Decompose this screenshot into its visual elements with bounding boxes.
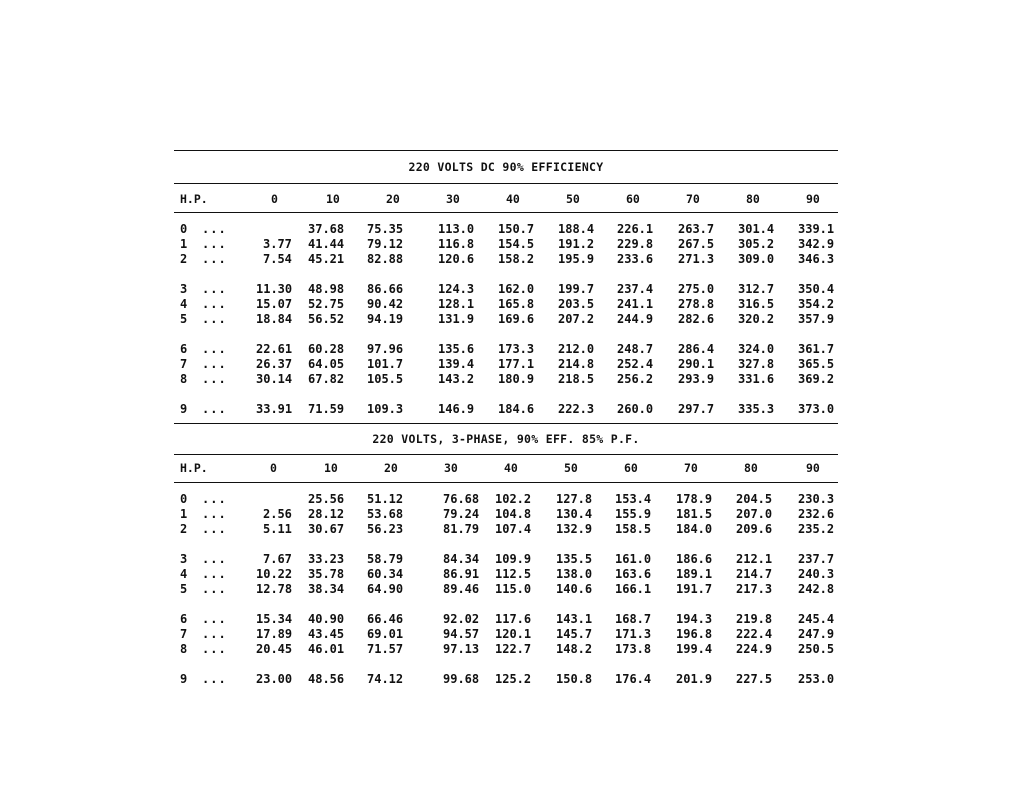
table-cell: 346.3 xyxy=(798,252,835,266)
table-cell: 199.7 xyxy=(558,282,595,296)
table-cell: 229.8 xyxy=(617,237,654,251)
table-cell: 271.3 xyxy=(678,252,715,266)
table-header xyxy=(174,192,838,206)
table-cell: 158.5 xyxy=(615,522,652,536)
table-cell: 173.8 xyxy=(615,642,652,656)
table-cell: 2.56 xyxy=(263,507,292,521)
table-row xyxy=(174,297,838,311)
table-cell: 350.4 xyxy=(798,282,835,296)
table-cell: 46.01 xyxy=(308,642,345,656)
table-cell: 113.0 xyxy=(438,222,475,236)
table-cell: 176.4 xyxy=(615,672,652,686)
table-cell: 104.8 xyxy=(495,507,532,521)
table-cell: 116.8 xyxy=(438,237,475,251)
table-cell: 139.4 xyxy=(438,357,475,371)
table-cell: 275.0 xyxy=(678,282,715,296)
table-cell: 290.1 xyxy=(678,357,715,371)
table-cell: 165.8 xyxy=(498,297,535,311)
table-cell: 18.84 xyxy=(256,312,293,326)
header-cell: 50 xyxy=(566,192,580,206)
header-cell: 30 xyxy=(444,461,458,475)
header-cell: 60 xyxy=(626,192,640,206)
hp-label: 3 xyxy=(180,552,188,566)
table-cell: 312.7 xyxy=(738,282,775,296)
table-row xyxy=(174,507,838,521)
table-cell: 74.12 xyxy=(367,672,404,686)
table-cell: 342.9 xyxy=(798,237,835,251)
table-cell: 188.4 xyxy=(558,222,595,236)
header-cell: 70 xyxy=(686,192,700,206)
hp-label: 0 xyxy=(180,222,188,236)
table-cell: 163.6 xyxy=(615,567,652,581)
table-cell: 53.68 xyxy=(367,507,404,521)
table-cell: 293.9 xyxy=(678,372,715,386)
hp-label: 1 xyxy=(180,507,188,521)
table-cell: 207.2 xyxy=(558,312,595,326)
table-cell: 154.5 xyxy=(498,237,535,251)
table-cell: 5.11 xyxy=(263,522,292,536)
table-cell: 122.7 xyxy=(495,642,532,656)
table-cell: 166.1 xyxy=(615,582,652,596)
table-cell: 30.67 xyxy=(308,522,345,536)
table-cell: 140.6 xyxy=(556,582,593,596)
hp-label: 4 xyxy=(180,567,188,581)
table-cell: 324.0 xyxy=(738,342,775,356)
table-cell: 20.45 xyxy=(256,642,293,656)
table-cell: 191.7 xyxy=(676,582,713,596)
table-cell: 189.1 xyxy=(676,567,713,581)
table-cell: 48.98 xyxy=(308,282,345,296)
table-cell: 267.5 xyxy=(678,237,715,251)
table-cell: 117.6 xyxy=(495,612,532,626)
table-cell: 169.6 xyxy=(498,312,535,326)
table-cell: 173.3 xyxy=(498,342,535,356)
table-cell: 369.2 xyxy=(798,372,835,386)
leader-dots: ... xyxy=(202,222,227,236)
table-cell: 64.90 xyxy=(367,582,404,596)
table-row xyxy=(174,372,838,386)
hp-label: 9 xyxy=(180,402,188,416)
table-cell: 89.46 xyxy=(443,582,480,596)
table-cell: 150.7 xyxy=(498,222,535,236)
table-cell: 224.9 xyxy=(736,642,773,656)
table-cell: 67.82 xyxy=(308,372,345,386)
leader-dots: ... xyxy=(202,297,227,311)
hp-label: 7 xyxy=(180,357,188,371)
table-row xyxy=(174,567,838,581)
table-cell: 3.77 xyxy=(263,237,292,251)
table-row xyxy=(174,222,838,236)
hp-label: 9 xyxy=(180,672,188,686)
table-cell: 15.07 xyxy=(256,297,293,311)
table-cell: 81.79 xyxy=(443,522,480,536)
table-cell: 235.2 xyxy=(798,522,835,536)
table-cell: 153.4 xyxy=(615,492,652,506)
table-cell: 237.4 xyxy=(617,282,654,296)
table-cell: 335.3 xyxy=(738,402,775,416)
table-cell: 135.5 xyxy=(556,552,593,566)
table-cell: 226.1 xyxy=(617,222,654,236)
hp-label: 6 xyxy=(180,342,188,356)
rule xyxy=(174,212,838,213)
table-cell: 357.9 xyxy=(798,312,835,326)
leader-dots: ... xyxy=(202,342,227,356)
table-cell: 181.5 xyxy=(676,507,713,521)
table-cell: 260.0 xyxy=(617,402,654,416)
table-cell: 94.57 xyxy=(443,627,480,641)
table-cell: 196.8 xyxy=(676,627,713,641)
leader-dots: ... xyxy=(202,627,227,641)
table-cell: 191.2 xyxy=(558,237,595,251)
table-cell: 361.7 xyxy=(798,342,835,356)
table-cell: 212.0 xyxy=(558,342,595,356)
table-cell: 233.6 xyxy=(617,252,654,266)
table-row xyxy=(174,492,838,506)
leader-dots: ... xyxy=(202,567,227,581)
table-cell: 10.22 xyxy=(256,567,293,581)
table-cell: 186.6 xyxy=(676,552,713,566)
table-cell: 75.35 xyxy=(367,222,404,236)
table-cell: 12.78 xyxy=(256,582,293,596)
table-cell: 148.2 xyxy=(556,642,593,656)
table-cell: 79.12 xyxy=(367,237,404,251)
header-cell: 10 xyxy=(324,461,338,475)
hp-label: 5 xyxy=(180,312,188,326)
table-cell: 203.5 xyxy=(558,297,595,311)
table-cell: 222.3 xyxy=(558,402,595,416)
hp-label: 8 xyxy=(180,642,188,656)
table-cell: 316.5 xyxy=(738,297,775,311)
table-cell: 45.21 xyxy=(308,252,345,266)
table-cell: 25.56 xyxy=(308,492,345,506)
table-row xyxy=(174,627,838,641)
rule-top xyxy=(174,150,838,151)
table-cell: 90.42 xyxy=(367,297,404,311)
leader-dots: ... xyxy=(202,357,227,371)
table-cell: 248.7 xyxy=(617,342,654,356)
table-cell: 86.91 xyxy=(443,567,480,581)
table-cell: 105.5 xyxy=(367,372,404,386)
hp-label: 7 xyxy=(180,627,188,641)
table-cell: 286.4 xyxy=(678,342,715,356)
table-row xyxy=(174,237,838,251)
table-cell: 278.8 xyxy=(678,297,715,311)
table-cell: 230.3 xyxy=(798,492,835,506)
hp-label: 5 xyxy=(180,582,188,596)
table-row xyxy=(174,582,838,596)
table-cell: 112.5 xyxy=(495,567,532,581)
table-row xyxy=(174,252,838,266)
hp-label: 0 xyxy=(180,492,188,506)
table-cell: 256.2 xyxy=(617,372,654,386)
table-cell: 23.00 xyxy=(256,672,293,686)
header-cell: 30 xyxy=(446,192,460,206)
table-cell: 26.37 xyxy=(256,357,293,371)
table-cell: 120.6 xyxy=(438,252,475,266)
table-cell: 132.9 xyxy=(556,522,593,536)
leader-dots: ... xyxy=(202,582,227,596)
table-cell: 227.5 xyxy=(736,672,773,686)
header-cell: 0 xyxy=(271,192,278,206)
table-cell: 48.56 xyxy=(308,672,345,686)
leader-dots: ... xyxy=(202,237,227,251)
table-cell: 214.7 xyxy=(736,567,773,581)
table-cell: 222.4 xyxy=(736,627,773,641)
rule xyxy=(174,454,838,455)
table-cell: 66.46 xyxy=(367,612,404,626)
table-cell: 242.8 xyxy=(798,582,835,596)
table-cell: 22.61 xyxy=(256,342,293,356)
table-cell: 331.6 xyxy=(738,372,775,386)
table-cell: 56.52 xyxy=(308,312,345,326)
table-cell: 199.4 xyxy=(676,642,713,656)
table-cell: 263.7 xyxy=(678,222,715,236)
table-cell: 145.7 xyxy=(556,627,593,641)
table-row xyxy=(174,282,838,296)
table-cell: 97.96 xyxy=(367,342,404,356)
table-cell: 64.05 xyxy=(308,357,345,371)
leader-dots: ... xyxy=(202,402,227,416)
leader-dots: ... xyxy=(202,312,227,326)
table-cell: 127.8 xyxy=(556,492,593,506)
table-cell: 120.1 xyxy=(495,627,532,641)
table-cell: 101.7 xyxy=(367,357,404,371)
table-cell: 38.34 xyxy=(308,582,345,596)
table-cell: 201.9 xyxy=(676,672,713,686)
leader-dots: ... xyxy=(202,252,227,266)
table-cell: 11.30 xyxy=(256,282,293,296)
table-cell: 305.2 xyxy=(738,237,775,251)
header-cell: 80 xyxy=(744,461,758,475)
header-cell: 60 xyxy=(624,461,638,475)
leader-dots: ... xyxy=(202,522,227,536)
table-cell: 354.2 xyxy=(798,297,835,311)
header-cell: 10 xyxy=(326,192,340,206)
table-cell: 33.23 xyxy=(308,552,345,566)
table-cell: 92.02 xyxy=(443,612,480,626)
table-cell: 71.59 xyxy=(308,402,345,416)
table-cell: 35.78 xyxy=(308,567,345,581)
header-cell: 0 xyxy=(270,461,277,475)
table-cell: 94.19 xyxy=(367,312,404,326)
table-cell: 125.2 xyxy=(495,672,532,686)
table-cell: 327.8 xyxy=(738,357,775,371)
table-cell: 219.8 xyxy=(736,612,773,626)
table-cell: 184.0 xyxy=(676,522,713,536)
table-cell: 115.0 xyxy=(495,582,532,596)
table-cell: 237.7 xyxy=(798,552,835,566)
table-cell: 253.0 xyxy=(798,672,835,686)
table-cell: 373.0 xyxy=(798,402,835,416)
table-cell: 218.5 xyxy=(558,372,595,386)
hp-label: 2 xyxy=(180,252,188,266)
table-cell: 7.54 xyxy=(263,252,292,266)
header-cell: 80 xyxy=(746,192,760,206)
table-cell: 107.4 xyxy=(495,522,532,536)
table-cell: 60.34 xyxy=(367,567,404,581)
table-cell: 204.5 xyxy=(736,492,773,506)
table-cell: 43.45 xyxy=(308,627,345,641)
table-row xyxy=(174,357,838,371)
table-cell: 214.8 xyxy=(558,357,595,371)
rule xyxy=(174,183,838,184)
table-cell: 37.68 xyxy=(308,222,345,236)
table-cell: 158.2 xyxy=(498,252,535,266)
table-cell: 232.6 xyxy=(798,507,835,521)
table-cell: 41.44 xyxy=(308,237,345,251)
table-cell: 128.1 xyxy=(438,297,475,311)
table-cell: 28.12 xyxy=(308,507,345,521)
table-cell: 82.88 xyxy=(367,252,404,266)
table-cell: 109.9 xyxy=(495,552,532,566)
table-cell: 212.1 xyxy=(736,552,773,566)
hp-label: 4 xyxy=(180,297,188,311)
table-cell: 365.5 xyxy=(798,357,835,371)
header-cell: 50 xyxy=(564,461,578,475)
table-title: 220 VOLTS DC 90% EFFICIENCY xyxy=(408,160,604,174)
table-cell: 309.0 xyxy=(738,252,775,266)
table-cell: 40.90 xyxy=(308,612,345,626)
table-cell: 297.7 xyxy=(678,402,715,416)
header-cell: 90 xyxy=(806,461,820,475)
table-row xyxy=(174,522,838,536)
rule xyxy=(174,423,838,424)
table-cell: 194.3 xyxy=(676,612,713,626)
table-row xyxy=(174,402,838,416)
table-row xyxy=(174,642,838,656)
table-cell: 97.13 xyxy=(443,642,480,656)
table-cell: 184.6 xyxy=(498,402,535,416)
header-cell: 40 xyxy=(504,461,518,475)
table-cell: 245.4 xyxy=(798,612,835,626)
leader-dots: ... xyxy=(202,612,227,626)
table-cell: 244.9 xyxy=(617,312,654,326)
table-row xyxy=(174,552,838,566)
leader-dots: ... xyxy=(202,552,227,566)
table-cell: 320.2 xyxy=(738,312,775,326)
table-cell: 60.28 xyxy=(308,342,345,356)
header-cell: 20 xyxy=(384,461,398,475)
table-cell: 171.3 xyxy=(615,627,652,641)
hp-label: 6 xyxy=(180,612,188,626)
table-cell: 58.79 xyxy=(367,552,404,566)
table-cell: 86.66 xyxy=(367,282,404,296)
table-cell: 155.9 xyxy=(615,507,652,521)
table-cell: 79.24 xyxy=(443,507,480,521)
header-cell: 90 xyxy=(806,192,820,206)
header-cell: 20 xyxy=(386,192,400,206)
table-cell: 138.0 xyxy=(556,567,593,581)
table-title: 220 VOLTS, 3-PHASE, 90% EFF. 85% P.F. xyxy=(372,432,640,446)
table-cell: 282.6 xyxy=(678,312,715,326)
table-cell: 109.3 xyxy=(367,402,404,416)
table-cell: 135.6 xyxy=(438,342,475,356)
table-cell: 146.9 xyxy=(438,402,475,416)
table-cell: 51.12 xyxy=(367,492,404,506)
table-cell: 56.23 xyxy=(367,522,404,536)
header-cell: H.P. xyxy=(180,461,208,475)
table-cell: 247.9 xyxy=(798,627,835,641)
leader-dots: ... xyxy=(202,642,227,656)
table-cell: 15.34 xyxy=(256,612,293,626)
rule xyxy=(174,482,838,483)
leader-dots: ... xyxy=(202,492,227,506)
table-cell: 17.89 xyxy=(256,627,293,641)
table-cell: 177.1 xyxy=(498,357,535,371)
table-cell: 33.91 xyxy=(256,402,293,416)
table-cell: 195.9 xyxy=(558,252,595,266)
table-cell: 131.9 xyxy=(438,312,475,326)
leader-dots: ... xyxy=(202,282,227,296)
table-header xyxy=(174,461,838,475)
table-cell: 339.1 xyxy=(798,222,835,236)
table-cell: 71.57 xyxy=(367,642,404,656)
table-row xyxy=(174,342,838,356)
table-cell: 76.68 xyxy=(443,492,480,506)
table-cell: 250.5 xyxy=(798,642,835,656)
table-cell: 241.1 xyxy=(617,297,654,311)
table-row xyxy=(174,672,838,686)
header-cell: 40 xyxy=(506,192,520,206)
table-cell: 143.2 xyxy=(438,372,475,386)
table-cell: 161.0 xyxy=(615,552,652,566)
table-cell: 168.7 xyxy=(615,612,652,626)
leader-dots: ... xyxy=(202,372,227,386)
table-cell: 52.75 xyxy=(308,297,345,311)
table-cell: 102.2 xyxy=(495,492,532,506)
table-cell: 301.4 xyxy=(738,222,775,236)
header-cell: 70 xyxy=(684,461,698,475)
table-cell: 162.0 xyxy=(498,282,535,296)
table-cell: 124.3 xyxy=(438,282,475,296)
table-cell: 240.3 xyxy=(798,567,835,581)
table-cell: 252.4 xyxy=(617,357,654,371)
table-cell: 84.34 xyxy=(443,552,480,566)
table-cell: 30.14 xyxy=(256,372,293,386)
table-cell: 69.01 xyxy=(367,627,404,641)
hp-label: 1 xyxy=(180,237,188,251)
table-cell: 143.1 xyxy=(556,612,593,626)
leader-dots: ... xyxy=(202,507,227,521)
leader-dots: ... xyxy=(202,672,227,686)
hp-label: 2 xyxy=(180,522,188,536)
table-cell: 217.3 xyxy=(736,582,773,596)
table-cell: 180.9 xyxy=(498,372,535,386)
header-cell: H.P. xyxy=(180,192,208,206)
table-row xyxy=(174,612,838,626)
table-cell: 207.0 xyxy=(736,507,773,521)
hp-label: 8 xyxy=(180,372,188,386)
table-cell: 209.6 xyxy=(736,522,773,536)
table-cell: 178.9 xyxy=(676,492,713,506)
table-cell: 99.68 xyxy=(443,672,480,686)
hp-label: 3 xyxy=(180,282,188,296)
table-cell: 150.8 xyxy=(556,672,593,686)
table-row xyxy=(174,312,838,326)
table-cell: 7.67 xyxy=(263,552,292,566)
table-cell: 130.4 xyxy=(556,507,593,521)
